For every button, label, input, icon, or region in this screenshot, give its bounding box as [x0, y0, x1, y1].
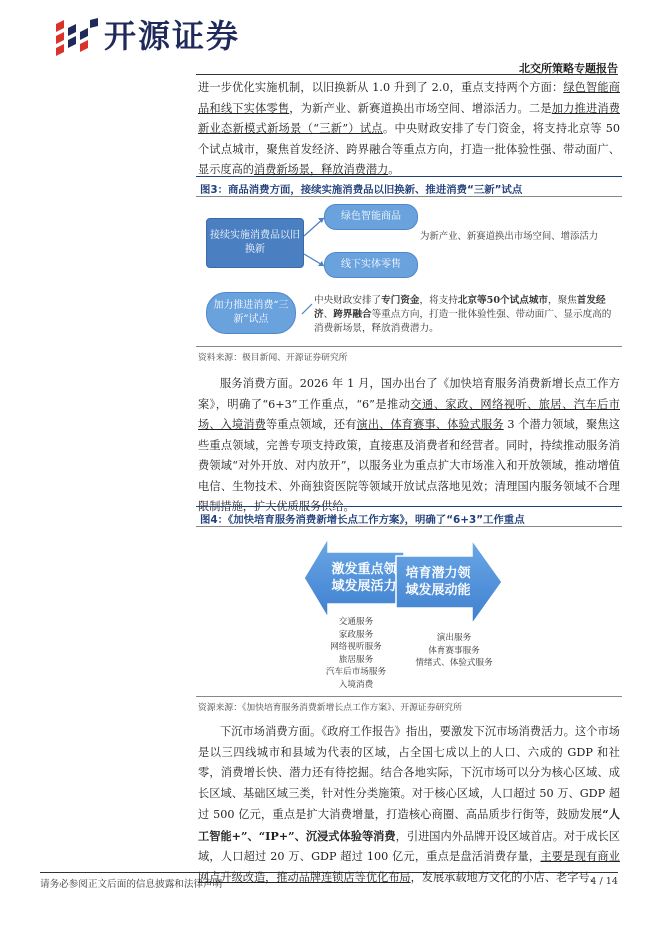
fig3-bottom-rule — [196, 346, 622, 347]
fig4-bottom-rule — [196, 696, 622, 697]
box-offline-retail: 线下实体零售 — [324, 252, 418, 278]
header-divider — [196, 74, 618, 75]
footer-disclaimer: 请务必参阅正文后面的信息披露和法律声明 — [40, 879, 223, 890]
footer-divider — [40, 872, 618, 873]
fig4-title: 图4：《加快培育服务消费新增长点工作方案》，明确了“6+3”工作重点 — [200, 514, 525, 526]
fig4-top-rule — [196, 506, 622, 507]
box-trade-in: 接续实施消费品以旧换新 — [206, 218, 304, 268]
box-green-smart-goods: 绿色智能商品 — [324, 204, 418, 230]
paragraph-consumer-goods: 进一步优化实施机制，以旧换新从 1.0 升到了 2.0，重点支持两个方面：绿色智能商品和线下实体零售，为新产业、新赛道换出市场空间、增添活力。二是加力推进消费新业态新模式新场景（“三新”）试点。中央财政安排了专门资金，将支持北京等 50 个试点城市，聚焦首发经济、跨界融合等重点方向，打造一批体验性强、带动面广、显示度高的消费新场景，释放消费潜力。 — [198, 81, 620, 176]
brand-name: 开源证券 — [104, 17, 241, 55]
list-item: 演出服务 — [436, 633, 472, 643]
box-three-new-pilot: 加力推进消费“三新”试点 — [206, 292, 296, 334]
fig3-top-rule — [196, 176, 622, 177]
fig4-title-rule — [196, 526, 622, 527]
fig4-left-list — [316, 616, 396, 692]
fig3-diagram — [196, 196, 622, 346]
list-item: 交通服务 — [338, 617, 374, 627]
paragraph-service-consumption: 服务消费方面。2026 年 1 月，国办出台了《加快培育服务消费新增长点工作方案》，明确了“6+3”工作重点，“6”是推动交通、家政、网络视听、旅居、汽车后市场、入境消费等重点领域，还有演出、体育赛事、体验式服务 3 个潜力领域，聚焦这些重点领域，完善专项支持政策，直接惠及消费者和经营者。同时，持续推动服务消费领域“对外开放、对内放开”，以服务业为重点扩大市场准入和开放领域，推动增值电信、生物技术、外商独资医院等领域开放试点落地见效；清理国内服务领域不合理限制措施，扩大优质服务供给。 — [198, 377, 620, 513]
list-item: 旅居服务 — [338, 654, 374, 665]
fig3-title: 图3：商品消费方面，接续实施消费品以旧换新、推进消费“三新”试点 — [200, 184, 523, 196]
fig3-pilot-note: 中央财政安排了专门资金，将支持北京等50个试点城市，聚焦首发经济、跨界融合等重点方向，打造一批体验性强、带动面广、显示度高的消费新场景，释放消费潜力。 — [314, 295, 612, 334]
list-item: 情绪式、体验式服务 — [415, 658, 493, 669]
list-item: 入境消费 — [338, 679, 374, 690]
fig4-diagram — [196, 528, 622, 696]
fig4-source: 资源来源：《加快培育服务消费新增长点工作方案》、开源证券研究所 — [198, 703, 462, 713]
fig3-source: 资料来源：极目新闻、开源证券研究所 — [198, 353, 348, 363]
report-type: 北交所策略专题报告 — [519, 62, 618, 75]
fig4-right-list — [404, 632, 504, 670]
arrow-right-label: 培育潜力领域发展动能 — [405, 566, 471, 598]
list-item: 汽车后市场服务 — [325, 667, 387, 678]
fig3-right-note: 为新产业、新赛道换出市场空间、增添活力 — [420, 231, 599, 242]
brand-logo-icon — [54, 18, 100, 56]
list-item: 体育赛事服务 — [428, 645, 480, 656]
list-item: 网络视听服务 — [330, 642, 382, 653]
list-item: 家政服务 — [338, 629, 374, 640]
page-number: 4 / 14 — [590, 876, 618, 887]
paragraph-lower-tier-market: 下沉市场消费方面。《政府工作报告》指出，要激发下沉市场消费活力。这个市场是以三四线城市和县域为代表的区域，占全国七成以上的人口、六成的 GDP 和社零，消费增长快、潜力还有待挖掘。结合各地实际，下沉市场可以分为核心区域、成长区域、基础区域三类，针对性分类施策。对于核心区域，人口超过 50 万、GDP 超过 500 亿元，重点是扩大消费增量，打造核心商圈、高品质步行街等，鼓励发展“人工智能+”、“IP+”、沉浸式体验等消费，引进国内外品牌开设区域首店。对于成长区域，人口超过 20 万、GDP 超过 100 亿元，重点是盘活消费存量，主要是现有商业网点升级改造，推动品牌连锁店等优化布局，发展承载地方文化的小店、老字号、 — [198, 725, 620, 884]
arrow-left-label: 激发重点领域发展活力 — [331, 562, 397, 594]
